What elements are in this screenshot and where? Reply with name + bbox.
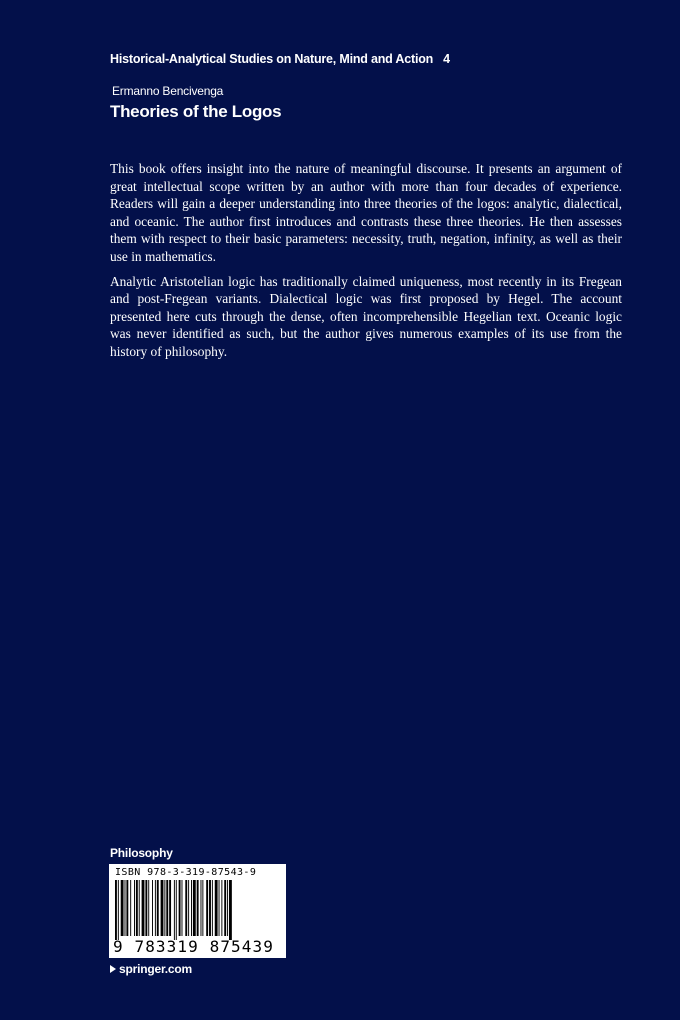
series-name: Historical-Analytical Studies on Nature, Mind and Action	[110, 52, 434, 66]
barcode-bar	[174, 880, 175, 940]
series-volume: 4	[443, 52, 450, 66]
publisher-link[interactable]	[110, 962, 192, 976]
barcode-bar	[176, 880, 177, 940]
barcode-bar	[229, 880, 232, 940]
barcode-bar	[209, 880, 211, 936]
barcode-bar	[142, 880, 145, 936]
barcode-bar	[219, 880, 220, 936]
barcode-bar	[193, 880, 196, 936]
barcode-bar	[136, 880, 138, 936]
barcode-bar	[182, 880, 183, 936]
barcode-bar	[152, 880, 153, 936]
barcode-bar	[215, 880, 218, 936]
barcode-bar	[157, 880, 159, 936]
barcode-bar	[188, 880, 189, 936]
barcode-bars	[113, 880, 281, 940]
barcode-bar	[130, 880, 131, 936]
barcode-bar	[212, 880, 213, 936]
arrow-right-icon	[110, 965, 116, 973]
barcode-bar	[145, 880, 147, 936]
barcode-bar	[224, 880, 226, 936]
barcode-bar	[148, 880, 149, 936]
barcode-bar	[155, 880, 156, 936]
barcode-bar	[134, 880, 135, 936]
barcode-bar	[164, 880, 165, 936]
barcode-bar	[227, 880, 228, 936]
barcode-bar	[115, 880, 117, 940]
barcode-bar	[191, 880, 192, 936]
isbn-text: ISBN 978-3-319-87543-9	[115, 867, 257, 878]
barcode-bar	[197, 880, 199, 936]
book-author: Ermanno Bencivenga	[112, 84, 224, 98]
series-title	[110, 52, 450, 66]
barcode-bar	[139, 880, 140, 936]
blurb	[110, 160, 622, 368]
barcode-bar	[206, 880, 208, 936]
barcode-bar	[169, 880, 171, 936]
barcode-bar	[221, 880, 222, 936]
barcode-bar	[185, 880, 187, 936]
subject-label: Philosophy	[110, 846, 173, 860]
barcode-bar	[126, 880, 128, 936]
barcode-digits: 9 783319 875439	[113, 937, 274, 956]
barcode-bar	[179, 880, 181, 936]
blurb-paragraph-1: This book offers insight into the nature of meaningful discourse. It presents an argument of great intellectual scope written by an author with more than four decades of experience. Readers will gain a deeper understanding into three theories of the logos: analytic, dialectical, and oceanic. The author first introduces and contrasts these three theories. He then assesses them with respect to their basic parameters: necessity, truth, negation, infinity, as well as their use in mathematics.	[110, 161, 622, 264]
barcode-bar	[161, 880, 164, 936]
book-title: Theories of the Logos	[110, 102, 282, 121]
barcode-bar	[201, 880, 202, 936]
barcode-bar	[118, 880, 119, 940]
barcode-bar	[121, 880, 124, 936]
barcode-bar	[125, 880, 126, 936]
barcode-bar	[202, 880, 203, 936]
isbn-barcode	[109, 864, 286, 958]
publisher-url: springer.com	[119, 962, 192, 976]
blurb-paragraph-2: Analytic Aristotelian logic has traditionally claimed uniqueness, most recently in its Fregean and post-Fregean variants. Dialectical logic was first proposed by Hegel. The account presented here cuts through the dense, often incomprehensible Hegelian text. Oceanic logic was never identified as such, but the author gives numerous examples of its use from the history of philosophy.	[110, 273, 622, 359]
barcode-bar	[166, 880, 168, 936]
